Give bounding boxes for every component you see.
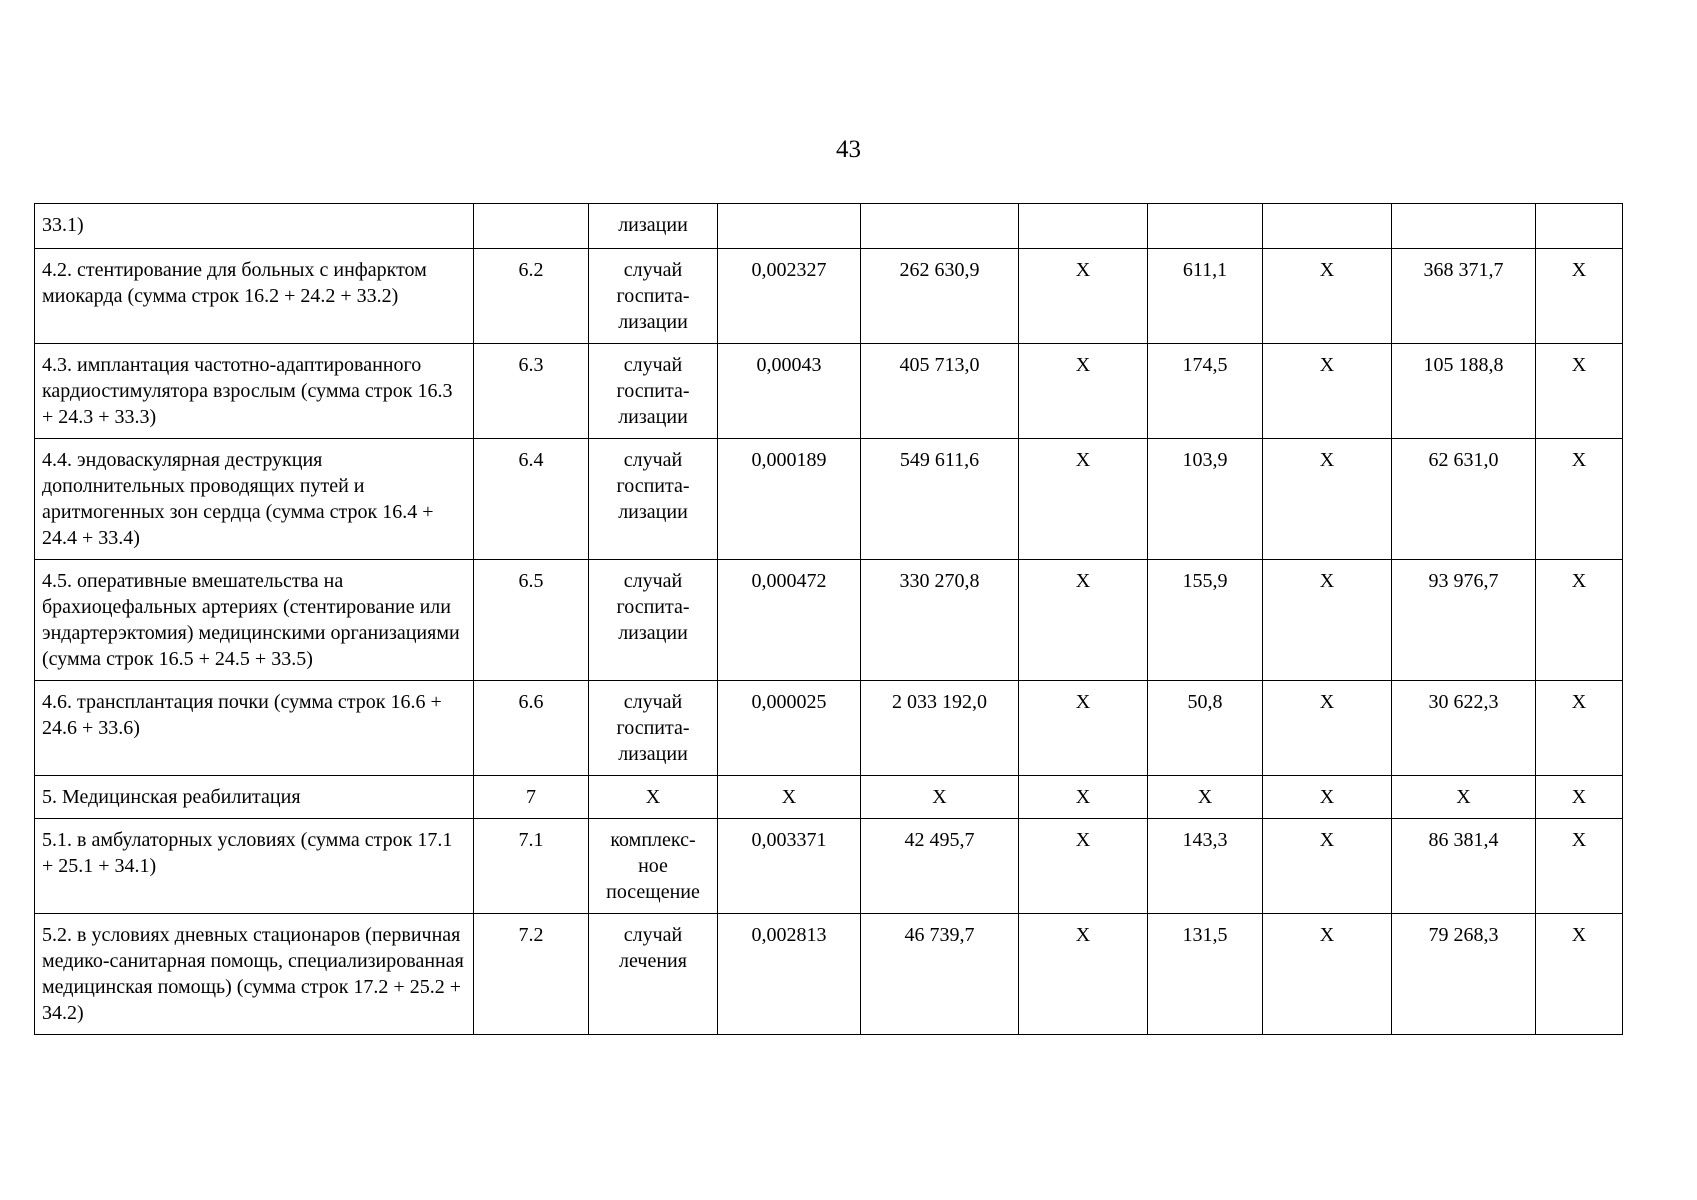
- row-value-cell: 155,9: [1148, 560, 1263, 681]
- row-unit-cell: Х: [589, 776, 718, 819]
- row-name-cell: 4.5. оперативные вмешательства на брахиоцефальных артериях (стентирование или эндартерэктомия) медицинскими организациями (сумма строк 16.5 + 24.5 + 33.5): [35, 560, 474, 681]
- table-body: [35, 204, 1623, 1035]
- row-name-cell: 4.2. стентирование для больных с инфарктом миокарда (сумма строк 16.2 + 24.2 + 33.2): [35, 249, 474, 344]
- row-unit-cell: лизации: [589, 204, 718, 249]
- row-norm-cell: 0,002813: [718, 914, 861, 1035]
- row-unit-cell: случай госпита-лизации: [589, 249, 718, 344]
- row-value-cell: Х: [1536, 776, 1623, 819]
- row-norm-cell: [718, 204, 861, 249]
- row-value-cell: Х: [1263, 560, 1392, 681]
- row-value-cell: Х: [1536, 914, 1623, 1035]
- row-value-cell: Х: [1392, 776, 1536, 819]
- table-row: [35, 560, 1623, 681]
- row-line-cell: 7: [474, 776, 589, 819]
- row-unit-cell: случай госпита-лизации: [589, 560, 718, 681]
- row-value-cell: Х: [1263, 776, 1392, 819]
- row-value-cell: 62 631,0: [1392, 439, 1536, 560]
- row-value-cell: Х: [1536, 819, 1623, 914]
- row-value-cell: Х: [1019, 560, 1148, 681]
- row-value-cell: Х: [1536, 439, 1623, 560]
- row-line-cell: 7.2: [474, 914, 589, 1035]
- row-value-cell: Х: [1536, 681, 1623, 776]
- row-value-cell: 30 622,3: [1392, 681, 1536, 776]
- row-line-cell: [474, 204, 589, 249]
- table-row: [35, 681, 1623, 776]
- row-value-cell: 103,9: [1148, 439, 1263, 560]
- row-value-cell: 368 371,7: [1392, 249, 1536, 344]
- row-norm-cell: 0,003371: [718, 819, 861, 914]
- row-line-cell: 7.1: [474, 819, 589, 914]
- row-unit-cell: случай лечения: [589, 914, 718, 1035]
- row-value-cell: 174,5: [1148, 344, 1263, 439]
- row-value-cell: Х: [1019, 439, 1148, 560]
- row-value-cell: Х: [1263, 914, 1392, 1035]
- row-value-cell: Х: [1536, 249, 1623, 344]
- table-row: [35, 204, 1623, 249]
- row-value-cell: 50,8: [1148, 681, 1263, 776]
- row-name-cell: 33.1): [35, 204, 474, 249]
- row-line-cell: 6.4: [474, 439, 589, 560]
- table-row: [35, 249, 1623, 344]
- row-value-cell: 143,3: [1148, 819, 1263, 914]
- row-unit-cell: случай госпита-лизации: [589, 344, 718, 439]
- table-row: [35, 439, 1623, 560]
- row-value-cell: Х: [1019, 914, 1148, 1035]
- row-value-cell: 86 381,4: [1392, 819, 1536, 914]
- data-table: [34, 203, 1623, 1035]
- table-row: [35, 776, 1623, 819]
- row-norm-cell: Х: [718, 776, 861, 819]
- row-value-cell: Х: [1019, 776, 1148, 819]
- row-value-cell: Х: [1019, 344, 1148, 439]
- row-norm-cell: 0,00043: [718, 344, 861, 439]
- row-unit-cell: случай госпита-лизации: [589, 439, 718, 560]
- row-value-cell: [1148, 204, 1263, 249]
- row-value-cell: Х: [1019, 249, 1148, 344]
- row-value-cell: Х: [1148, 776, 1263, 819]
- row-name-cell: 5.2. в условиях дневных стационаров (первичная медико-санитарная помощь, специализированная медицинская помощь) (сумма строк 17.2 + 25.2 + 34.2): [35, 914, 474, 1035]
- row-unit-cell: случай госпита-лизации: [589, 681, 718, 776]
- row-norm-cell: 0,000189: [718, 439, 861, 560]
- row-norm-cell: 0,000472: [718, 560, 861, 681]
- row-value-cell: 105 188,8: [1392, 344, 1536, 439]
- row-value-cell: Х: [1536, 560, 1623, 681]
- row-name-cell: 5.1. в амбулаторных условиях (сумма строк 17.1 + 25.1 + 34.1): [35, 819, 474, 914]
- table-row: [35, 819, 1623, 914]
- row-value-cell: 611,1: [1148, 249, 1263, 344]
- row-value-cell: [1392, 204, 1536, 249]
- row-cost-cell: Х: [861, 776, 1019, 819]
- row-norm-cell: 0,000025: [718, 681, 861, 776]
- row-value-cell: Х: [1263, 249, 1392, 344]
- row-name-cell: 4.6. трансплантация почки (сумма строк 16.6 + 24.6 + 33.6): [35, 681, 474, 776]
- row-cost-cell: 262 630,9: [861, 249, 1019, 344]
- row-unit-cell: комплекс-ное посещение: [589, 819, 718, 914]
- row-value-cell: [1536, 204, 1623, 249]
- row-value-cell: Х: [1263, 819, 1392, 914]
- row-line-cell: 6.6: [474, 681, 589, 776]
- table-row: [35, 344, 1623, 439]
- row-name-cell: 4.3. имплантация частотно-адаптированного кардиостимулятора взрослым (сумма строк 16.3 + 24.3 + 33.3): [35, 344, 474, 439]
- row-name-cell: 4.4. эндоваскулярная деструкция дополнительных проводящих путей и аритмогенных зон сердца (сумма строк 16.4 + 24.4 + 33.4): [35, 439, 474, 560]
- row-value-cell: [1263, 204, 1392, 249]
- row-name-cell: 5. Медицинская реабилитация: [35, 776, 474, 819]
- row-cost-cell: 330 270,8: [861, 560, 1019, 681]
- row-value-cell: 131,5: [1148, 914, 1263, 1035]
- row-line-cell: 6.3: [474, 344, 589, 439]
- row-value-cell: Х: [1263, 344, 1392, 439]
- row-cost-cell: [861, 204, 1019, 249]
- row-cost-cell: 549 611,6: [861, 439, 1019, 560]
- row-value-cell: Х: [1019, 681, 1148, 776]
- row-cost-cell: 46 739,7: [861, 914, 1019, 1035]
- row-value-cell: [1019, 204, 1148, 249]
- row-value-cell: 93 976,7: [1392, 560, 1536, 681]
- row-value-cell: Х: [1263, 681, 1392, 776]
- row-cost-cell: 2 033 192,0: [861, 681, 1019, 776]
- row-value-cell: Х: [1019, 819, 1148, 914]
- row-value-cell: 79 268,3: [1392, 914, 1536, 1035]
- row-value-cell: Х: [1263, 439, 1392, 560]
- row-cost-cell: 405 713,0: [861, 344, 1019, 439]
- page-number: 43: [836, 136, 861, 163]
- row-line-cell: 6.5: [474, 560, 589, 681]
- row-line-cell: 6.2: [474, 249, 589, 344]
- row-value-cell: Х: [1536, 344, 1623, 439]
- row-cost-cell: 42 495,7: [861, 819, 1019, 914]
- table-row: [35, 914, 1623, 1035]
- row-norm-cell: 0,002327: [718, 249, 861, 344]
